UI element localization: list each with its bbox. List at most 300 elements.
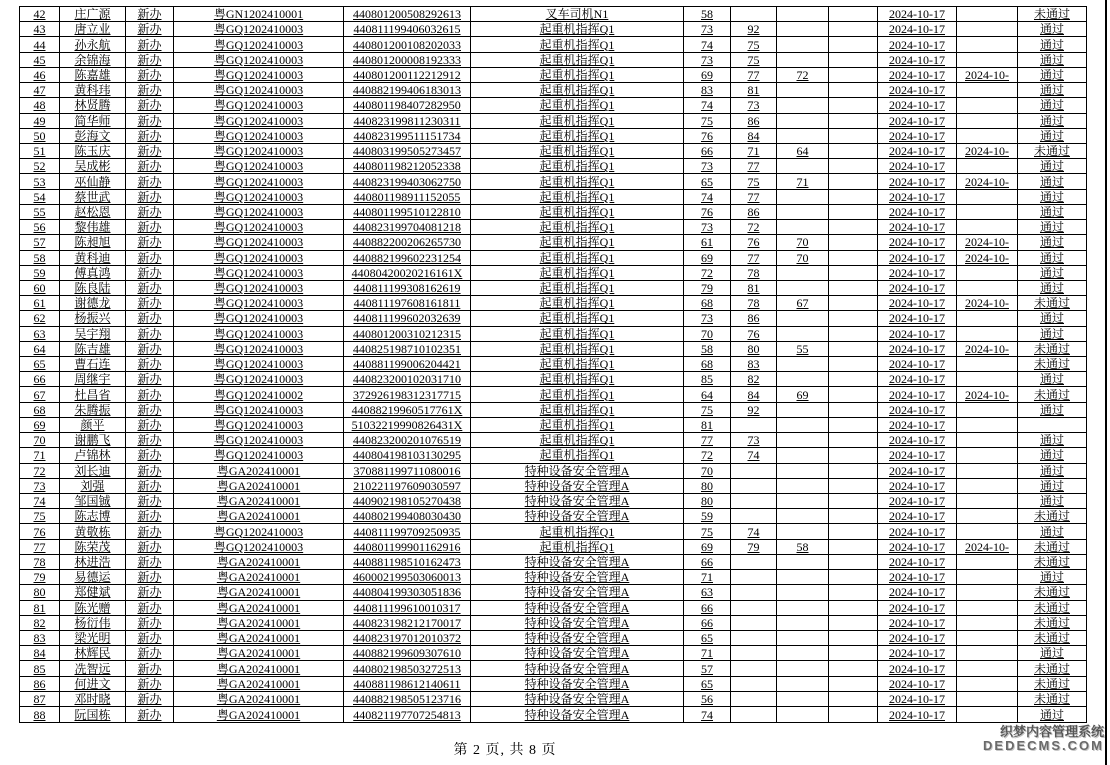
cell-score-3 [777, 524, 829, 539]
retake-date-text: 2024-10- [965, 296, 1009, 311]
cell-apply-type [126, 83, 174, 98]
exam-subject-text: 起重机指挥Q1 [539, 159, 615, 174]
cell-name [60, 509, 126, 524]
exam-date-text: 2024-10-17 [889, 448, 945, 463]
cell-score-1 [684, 630, 731, 645]
cell-row-number [20, 661, 60, 676]
cell-id-number [344, 37, 471, 52]
cell-score-1 [684, 615, 731, 630]
name-text: 陈志博 [74, 509, 111, 524]
certificate-code-text: 粤GQ1202410003 [213, 402, 304, 417]
cell-apply-type [126, 570, 174, 585]
row-number-text: 53 [33, 174, 46, 189]
table-row [20, 417, 1087, 432]
cell-score-4 [829, 357, 878, 372]
cell-exam-date [878, 600, 957, 615]
result-text: 通过 [1039, 250, 1064, 265]
exam-date-text: 2024-10-17 [889, 539, 945, 554]
certificate-code-text: 粤GA202410001 [216, 585, 301, 600]
cell-name [60, 52, 126, 67]
cell-exam-date [878, 554, 957, 569]
exam-subject-text: 特种设备安全管理A [524, 600, 630, 615]
cell-retake-date [957, 387, 1018, 402]
cell-id-number [344, 524, 471, 539]
row-number-text: 80 [33, 585, 46, 600]
cell-apply-type [126, 235, 174, 250]
score-1-text: 76 [701, 128, 713, 143]
cell-score-4 [829, 539, 878, 554]
apply-type-text: 新办 [137, 539, 162, 554]
row-number-text: 83 [33, 631, 46, 646]
score-1-text: 69 [701, 250, 713, 265]
name-text: 陈吉雄 [74, 341, 111, 356]
result-text: 未通过 [1033, 676, 1070, 691]
cell-score-4 [829, 402, 878, 417]
cell-retake-date [957, 554, 1018, 569]
cell-apply-type [126, 433, 174, 448]
cell-certificate-code [174, 630, 344, 645]
row-number-text: 49 [33, 113, 46, 128]
row-number-text: 54 [33, 189, 46, 204]
cell-exam-subject [471, 311, 684, 326]
cell-certificate-code [174, 494, 344, 509]
certificate-code-text: 粤GQ1202410003 [213, 174, 304, 189]
apply-type-text: 新办 [137, 235, 162, 250]
name-text: 谢德龙 [74, 296, 111, 311]
cell-name [60, 113, 126, 128]
cell-name [60, 707, 126, 723]
name-text: 唐立业 [74, 22, 111, 37]
results-table-body [20, 7, 1087, 723]
cell-score-1 [684, 174, 731, 189]
score-3-text: 69 [796, 387, 809, 402]
cell-exam-subject [471, 387, 684, 402]
exam-date-text: 2024-10-17 [889, 585, 945, 600]
cell-retake-date [957, 357, 1018, 372]
exam-subject-text: 起重机指挥Q1 [539, 235, 615, 250]
exam-subject-text: 起重机指挥Q1 [539, 113, 615, 128]
id-number-text: 440801198212052338 [353, 159, 461, 174]
certificate-code-text: 粤GQ1202410003 [213, 250, 304, 265]
table-row [20, 22, 1087, 37]
cell-certificate-code [174, 417, 344, 432]
name-text: 阮国栋 [74, 707, 111, 722]
score-1-text: 65 [701, 676, 713, 691]
cell-name [60, 539, 126, 554]
cell-score-2 [731, 113, 777, 128]
cell-apply-type [126, 311, 174, 326]
cell-certificate-code [174, 326, 344, 341]
cell-certificate-code [174, 539, 344, 554]
cell-exam-subject [471, 113, 684, 128]
result-text: 未通过 [1033, 691, 1070, 706]
id-number-text: 51032219990826431X [351, 418, 463, 433]
row-number-text: 60 [33, 281, 46, 296]
exam-date-text: 2024-10-17 [889, 311, 945, 326]
result-text: 通过 [1039, 326, 1064, 341]
cell-score-2 [731, 570, 777, 585]
row-number-text: 81 [33, 600, 46, 615]
exam-subject-text: 起重机指挥Q1 [539, 448, 615, 463]
cell-score-2 [731, 615, 777, 630]
score-2-text: 84 [747, 128, 760, 143]
cell-result [1018, 615, 1087, 630]
name-text: 陈光赠 [74, 600, 111, 615]
id-number-text: 370881199711080016 [353, 463, 461, 478]
score-3-text: 58 [796, 539, 809, 554]
cell-name [60, 494, 126, 509]
exam-date-text: 2024-10-17 [889, 524, 945, 539]
cell-row-number [20, 341, 60, 356]
certificate-code-text: 粤GQ1202410003 [213, 372, 304, 387]
apply-type-text: 新办 [137, 341, 162, 356]
score-1-text: 74 [701, 707, 713, 722]
cell-name [60, 189, 126, 204]
cell-retake-date [957, 326, 1018, 341]
certificate-code-text: 粤GN1202410001 [213, 7, 304, 22]
cell-result [1018, 22, 1087, 37]
cell-row-number [20, 159, 60, 174]
cell-apply-type [126, 341, 174, 356]
result-text: 未通过 [1033, 296, 1070, 311]
name-text: 黎伟雄 [74, 220, 111, 235]
cell-exam-subject [471, 143, 684, 158]
name-text: 陈昶旭 [74, 235, 111, 250]
cell-score-3 [777, 265, 829, 280]
cell-apply-type [126, 691, 174, 706]
cell-id-number [344, 204, 471, 219]
exam-subject-text: 起重机指挥Q1 [539, 83, 615, 98]
cell-score-2 [731, 630, 777, 645]
result-text: 通过 [1039, 174, 1064, 189]
score-3-text: 55 [796, 341, 809, 356]
cell-id-number [344, 235, 471, 250]
cell-certificate-code [174, 372, 344, 387]
cell-exam-subject [471, 707, 684, 723]
cell-score-4 [829, 22, 878, 37]
cell-result [1018, 37, 1087, 52]
cell-certificate-code [174, 570, 344, 585]
cell-exam-date [878, 235, 957, 250]
cell-retake-date [957, 433, 1018, 448]
cell-name [60, 341, 126, 356]
name-text: 刘强 [80, 478, 105, 493]
score-1-text: 73 [701, 311, 713, 326]
cell-score-4 [829, 250, 878, 265]
row-number-text: 88 [33, 707, 46, 722]
cell-result [1018, 326, 1087, 341]
cell-apply-type [126, 478, 174, 493]
apply-type-text: 新办 [137, 113, 162, 128]
row-number-text: 82 [33, 615, 46, 630]
cell-score-4 [829, 448, 878, 463]
cell-certificate-code [174, 707, 344, 723]
score-2-text: 76 [747, 235, 760, 250]
score-2-text: 80 [747, 341, 760, 356]
cell-certificate-code [174, 37, 344, 52]
apply-type-text: 新办 [137, 478, 162, 493]
table-row [20, 554, 1087, 569]
table-row [20, 600, 1087, 615]
score-2-text: 77 [747, 189, 760, 204]
certificate-code-text: 粤GQ1202410003 [213, 98, 304, 113]
apply-type-text: 新办 [137, 128, 162, 143]
score-1-text: 81 [701, 418, 713, 433]
row-number-text: 87 [33, 691, 46, 706]
cell-retake-date [957, 646, 1018, 661]
exam-date-text: 2024-10-17 [889, 265, 945, 280]
cell-exam-subject [471, 463, 684, 478]
cell-retake-date [957, 600, 1018, 615]
watermark-text-cn: 织梦内容管理系统 [999, 724, 1104, 739]
apply-type-text: 新办 [137, 174, 162, 189]
row-number-text: 74 [33, 494, 46, 509]
cell-id-number [344, 296, 471, 311]
result-text: 未通过 [1033, 615, 1070, 630]
score-2-text: 78 [747, 296, 760, 311]
row-number-text: 73 [33, 478, 46, 493]
exam-subject-text: 起重机指挥Q1 [539, 189, 615, 204]
cell-retake-date [957, 250, 1018, 265]
exam-date-text: 2024-10-17 [889, 402, 945, 417]
cell-exam-subject [471, 37, 684, 52]
cell-score-2 [731, 417, 777, 432]
cell-retake-date [957, 707, 1018, 723]
table-row [20, 357, 1087, 372]
apply-type-text: 新办 [137, 144, 162, 159]
cell-score-4 [829, 509, 878, 524]
cell-score-1 [684, 341, 731, 356]
cell-retake-date [957, 676, 1018, 691]
result-text: 未通过 [1033, 341, 1070, 356]
certificate-code-text: 粤GA202410001 [216, 631, 301, 646]
score-1-text: 57 [701, 661, 713, 676]
certificate-code-text: 粤GQ1202410003 [213, 418, 304, 433]
exam-subject-text: 起重机指挥Q1 [539, 37, 615, 52]
cell-name [60, 676, 126, 691]
cell-name [60, 37, 126, 52]
id-number-text: 440801200310212315 [353, 326, 461, 341]
row-number-text: 77 [33, 539, 46, 554]
cell-score-4 [829, 128, 878, 143]
row-number-text: 58 [33, 250, 46, 265]
cell-name [60, 174, 126, 189]
cell-retake-date [957, 570, 1018, 585]
score-1-text: 75 [701, 113, 713, 128]
id-number-text: 440811199308162619 [353, 281, 461, 296]
cell-score-3 [777, 7, 829, 22]
row-number-text: 63 [33, 326, 46, 341]
result-text: 通过 [1039, 707, 1064, 722]
exam-subject-text: 起重机指挥Q1 [539, 98, 615, 113]
cell-id-number [344, 509, 471, 524]
cell-id-number [344, 341, 471, 356]
apply-type-text: 新办 [137, 615, 162, 630]
cell-score-3 [777, 67, 829, 82]
cell-apply-type [126, 707, 174, 723]
cell-score-4 [829, 265, 878, 280]
id-number-text: 440881198612140611 [353, 676, 461, 691]
exam-date-text: 2024-10-17 [889, 220, 945, 235]
name-text: 庄广源 [74, 7, 111, 22]
name-text: 彭海文 [74, 128, 111, 143]
cell-score-2 [731, 280, 777, 295]
cell-retake-date [957, 113, 1018, 128]
table-row [20, 235, 1087, 250]
cell-result [1018, 265, 1087, 280]
certificate-code-text: 粤GQ1202410003 [213, 204, 304, 219]
cell-score-4 [829, 372, 878, 387]
exam-date-text: 2024-10-17 [889, 554, 945, 569]
cell-id-number [344, 83, 471, 98]
cell-apply-type [126, 417, 174, 432]
exam-subject-text: 起重机指挥Q1 [539, 524, 615, 539]
retake-date-text: 2024-10- [965, 539, 1009, 554]
cell-certificate-code [174, 615, 344, 630]
result-text: 未通过 [1033, 7, 1070, 22]
cell-exam-date [878, 615, 957, 630]
cell-result [1018, 7, 1087, 22]
cell-score-4 [829, 67, 878, 82]
cell-exam-date [878, 204, 957, 219]
exam-subject-text: 特种设备安全管理A [524, 478, 630, 493]
cell-id-number [344, 661, 471, 676]
cell-score-3 [777, 661, 829, 676]
cell-retake-date [957, 509, 1018, 524]
cell-score-4 [829, 296, 878, 311]
cell-id-number [344, 402, 471, 417]
exam-date-text: 2024-10-17 [889, 113, 945, 128]
exam-subject-text: 特种设备安全管理A [524, 615, 630, 630]
result-text: 通过 [1039, 98, 1064, 113]
cell-score-1 [684, 22, 731, 37]
cell-retake-date [957, 478, 1018, 493]
certificate-code-text: 粤GQ1202410003 [213, 235, 304, 250]
cell-name [60, 98, 126, 113]
id-number-text: 440823199403062750 [353, 174, 461, 189]
cell-apply-type [126, 387, 174, 402]
score-2-text: 81 [747, 83, 760, 98]
retake-date-text: 2024-10- [965, 387, 1009, 402]
cell-retake-date [957, 524, 1018, 539]
cell-name [60, 524, 126, 539]
cell-score-2 [731, 98, 777, 113]
cell-score-4 [829, 630, 878, 645]
cell-score-4 [829, 143, 878, 158]
id-number-text: 440882199602231254 [353, 250, 461, 265]
exam-subject-text: 起重机指挥Q1 [539, 144, 615, 159]
certificate-code-text: 粤GQ1202410003 [213, 433, 304, 448]
cell-score-2 [731, 235, 777, 250]
apply-type-text: 新办 [137, 524, 162, 539]
exam-date-text: 2024-10-17 [889, 37, 945, 52]
cell-name [60, 691, 126, 706]
cell-row-number [20, 509, 60, 524]
cell-exam-date [878, 250, 957, 265]
id-number-text: 440801199901162916 [353, 539, 461, 554]
result-text: 未通过 [1033, 600, 1070, 615]
cell-retake-date [957, 143, 1018, 158]
cell-row-number [20, 235, 60, 250]
cell-exam-date [878, 661, 957, 676]
result-text: 通过 [1039, 448, 1064, 463]
name-text: 简华师 [74, 113, 111, 128]
cell-score-4 [829, 235, 878, 250]
cell-result [1018, 250, 1087, 265]
cell-score-3 [777, 448, 829, 463]
cell-certificate-code [174, 67, 344, 82]
table-row [20, 539, 1087, 554]
score-1-text: 74 [701, 98, 713, 113]
apply-type-text: 新办 [137, 159, 162, 174]
cell-certificate-code [174, 52, 344, 67]
cell-score-3 [777, 433, 829, 448]
cell-row-number [20, 204, 60, 219]
cell-score-4 [829, 478, 878, 493]
cell-exam-date [878, 539, 957, 554]
cell-certificate-code [174, 296, 344, 311]
row-number-text: 44 [33, 37, 46, 52]
exam-subject-text: 起重机指挥Q1 [539, 357, 615, 372]
cell-certificate-code [174, 235, 344, 250]
cell-score-4 [829, 524, 878, 539]
cell-certificate-code [174, 341, 344, 356]
score-2-text: 82 [747, 372, 760, 387]
cell-score-2 [731, 174, 777, 189]
certificate-code-text: 粤GQ1202410003 [213, 52, 304, 67]
cell-score-3 [777, 113, 829, 128]
exam-subject-text: 特种设备安全管理A [524, 646, 630, 661]
result-text: 未通过 [1033, 387, 1070, 402]
cell-score-4 [829, 646, 878, 661]
id-number-text: 440802199408030430 [353, 509, 461, 524]
cell-retake-date [957, 204, 1018, 219]
score-1-text: 80 [701, 478, 713, 493]
cell-score-1 [684, 280, 731, 295]
cell-retake-date [957, 585, 1018, 600]
cell-certificate-code [174, 22, 344, 37]
cell-name [60, 280, 126, 295]
apply-type-text: 新办 [137, 357, 162, 372]
cell-certificate-code [174, 463, 344, 478]
cell-score-2 [731, 387, 777, 402]
name-text: 蔡世武 [74, 189, 111, 204]
cell-score-3 [777, 22, 829, 37]
cell-id-number [344, 280, 471, 295]
cell-row-number [20, 250, 60, 265]
cell-score-2 [731, 22, 777, 37]
result-text: 通过 [1039, 37, 1064, 52]
cell-exam-date [878, 98, 957, 113]
name-text: 卢锦林 [74, 448, 111, 463]
cell-score-1 [684, 539, 731, 554]
id-number-text: 440823200201076519 [353, 433, 461, 448]
cell-result [1018, 707, 1087, 723]
cell-score-3 [777, 509, 829, 524]
cell-score-3 [777, 402, 829, 417]
cell-row-number [20, 554, 60, 569]
row-number-text: 65 [33, 357, 46, 372]
id-number-text: 440823197012010372 [353, 631, 461, 646]
cell-id-number [344, 494, 471, 509]
cell-certificate-code [174, 691, 344, 706]
score-2-text: 86 [747, 311, 760, 326]
cell-retake-date [957, 661, 1018, 676]
cell-name [60, 7, 126, 22]
cell-exam-subject [471, 524, 684, 539]
cell-retake-date [957, 83, 1018, 98]
table-row [20, 67, 1087, 82]
